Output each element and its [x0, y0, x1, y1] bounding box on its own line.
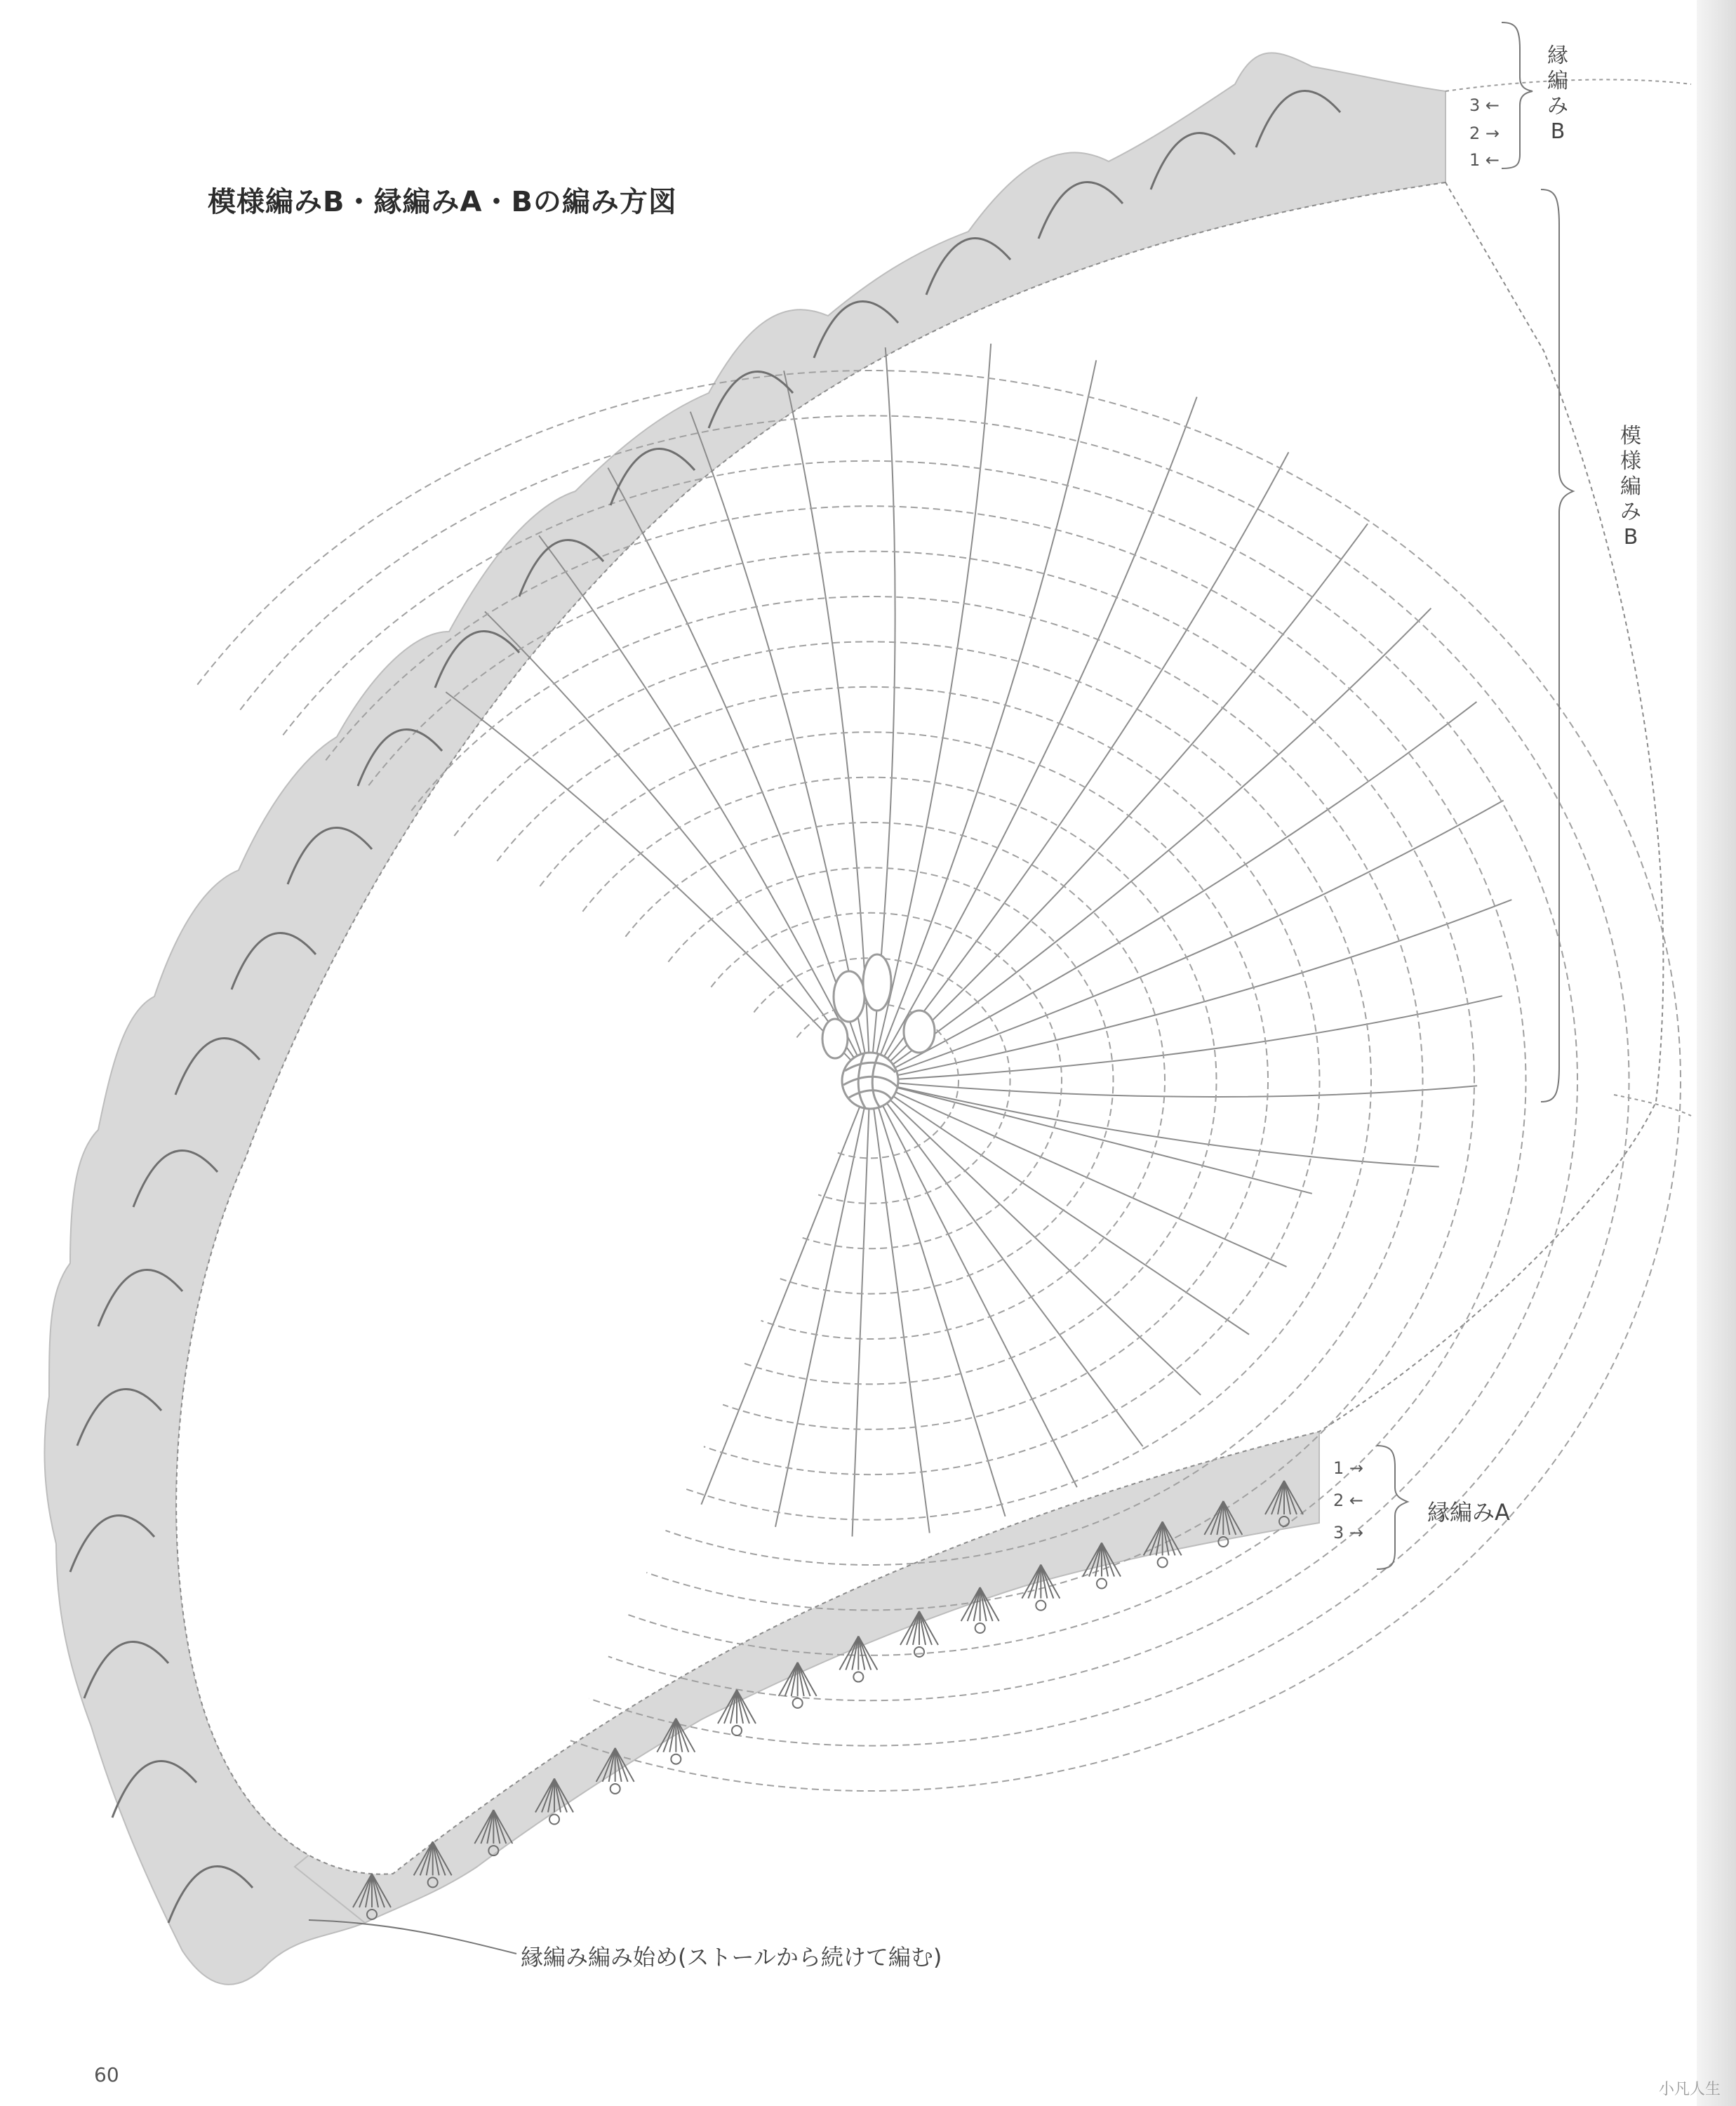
edging-b-row-1: 1 ← [1469, 150, 1500, 170]
edging-b-row-2: 2 → [1469, 124, 1500, 143]
edging-b-label: 縁編みB [1547, 44, 1568, 144]
pattern-b-label: 模様編みB [1620, 424, 1641, 549]
watermark: 小凡人生 [1658, 2081, 1721, 2098]
edging-a-row-3: 3 → [1333, 1523, 1364, 1542]
edging-b-row-3: 3 ← [1469, 95, 1500, 115]
edging-a-bracket [1377, 1446, 1408, 1569]
start-caption: 縁編み編み始め(ストールから続けて編む) [521, 1944, 942, 1971]
edging-b-bracket [1502, 22, 1533, 168]
chart-title: 模様編みB・縁編みA・Bの編み方図 [208, 186, 677, 218]
edging-a-row-2: 2 ← [1333, 1491, 1364, 1510]
page-number: 60 [94, 2063, 119, 2086]
edging-a-row-1: 1 → [1333, 1458, 1364, 1478]
caption-leader-line [309, 1920, 516, 1954]
pattern-b-bracket [1541, 189, 1573, 1102]
edging-a-label: 縁編みA [1427, 1499, 1510, 1526]
